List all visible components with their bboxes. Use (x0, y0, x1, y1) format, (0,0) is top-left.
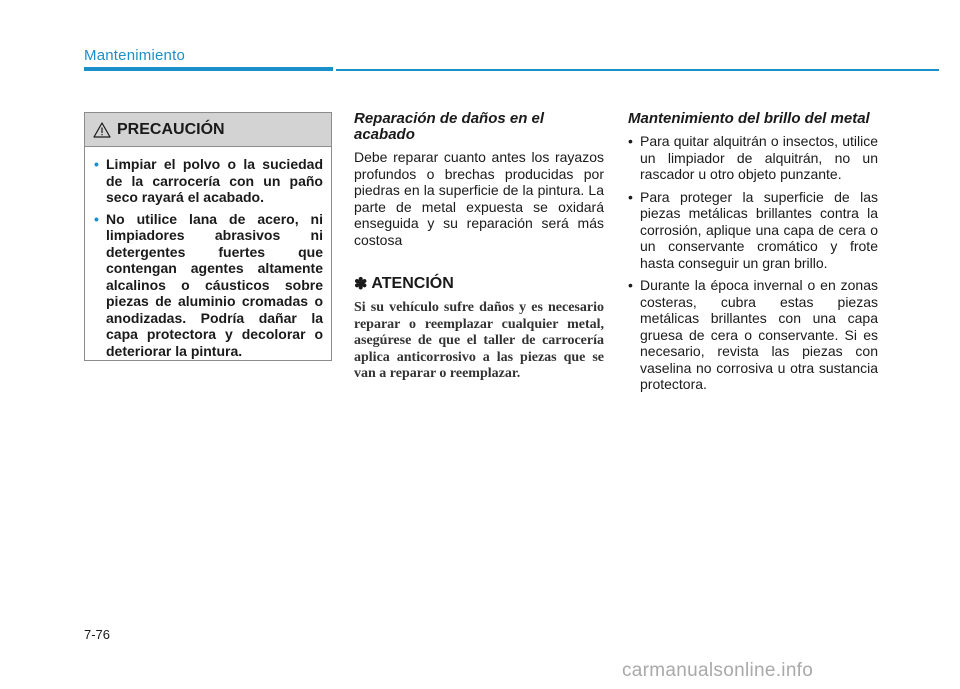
bullet-dot: • (628, 133, 633, 149)
caution-item-text: No utilice lana de acero, ni limpiadores abrasivos ni detergentes fuertes que contengan agentes altamente alcalinos o cáusticos sobre piezas de aluminio cromadas o anodizadas. Podría dañar la capa protectora y decolorar o deteriorar la pintura. (106, 210, 323, 359)
caution-item (94, 156, 323, 206)
bullet-dot: • (94, 210, 99, 227)
repair-column (354, 111, 604, 383)
caution-box (84, 112, 332, 361)
caution-item (94, 211, 323, 360)
metal-item-text: Durante la época invernal o en zonas costeras, cubra estas piezas metálicas brillantes con una capa gruesa de cera o conservante. Si es necesario, revista las piezas con vaselina no corrosiva u otra sustancia protectora. (640, 277, 878, 392)
metal-column (628, 111, 878, 399)
bullet-dot: • (628, 277, 633, 293)
attention-title: ATENCIÓN (371, 275, 454, 292)
metal-item-text: Para proteger la superficie de las piezas metálicas brillantes contra la corrosión, aplique una capa de cera o un conservante cromático y frote hasta conseguir un gran brillo. (640, 188, 878, 271)
section-title: Mantenimiento (84, 47, 185, 64)
header-rule-thin (336, 69, 939, 71)
metal-item (628, 133, 878, 183)
caution-item-text: Limpiar el polvo o la suciedad de la carrocería con un paño seco rayará el acabado. (106, 156, 323, 205)
repair-heading: Reparación de daños en el acabado (354, 110, 545, 143)
repair-body: Debe reparar cuanto antes los rayazos profundos o brechas producidas por piedras en la superficie de la pintura. La parte de metal expuesta se oxidará enseguida y su reparación será más costosa (354, 149, 604, 248)
metal-heading: Mantenimiento del brillo del metal (628, 110, 870, 127)
caution-title: PRECAUCIÓN (117, 120, 225, 138)
attention-heading (354, 274, 604, 294)
page-number: 7-76 (84, 627, 111, 642)
asterisk-icon: ✽ (354, 276, 368, 293)
bullet-dot: • (628, 188, 633, 205)
bullet-dot: • (94, 156, 99, 172)
metal-item-text: Para quitar alquitrán o insectos, utilice un limpiador de alquitrán, no un rascador u otro objeto punzante. (640, 133, 878, 182)
metal-item (628, 189, 878, 272)
caution-list (94, 156, 323, 359)
attention-body: Si su vehículo sufre daños y es necesario reparar o reemplazar cualquier metal, asegúrese de que el taller de carrocería aplica anticorrosivo a las piezas que se van a reparar o reemplazar. (354, 300, 604, 381)
header-rule-thick (84, 67, 333, 71)
caution-header (85, 113, 331, 147)
warning-triangle-icon (93, 122, 111, 138)
metal-list (628, 133, 878, 393)
watermark: carmanualsonline.info (622, 660, 814, 681)
metal-item (628, 277, 878, 393)
